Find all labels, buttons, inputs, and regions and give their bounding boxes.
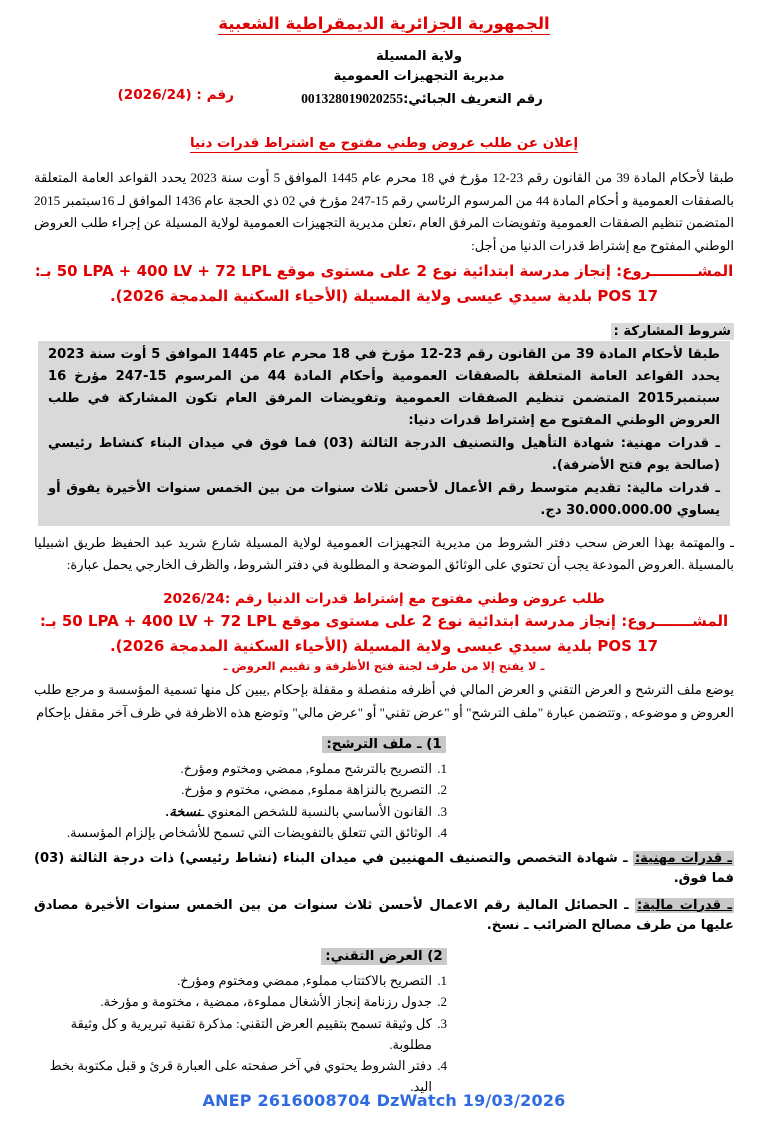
financial-capability-key: ـ قدرات مالية:: [636, 897, 732, 913]
list-item: 4. الوثائق التي تتعلق بالتفويضات التي تسمح للأشخاص بإلزام المؤسسة.: [34, 822, 434, 843]
envelope-project-title-line2: POS 17 بلدية سيدي عيسى ولاية المسيلة (الأحياء السكنية المدمجة 2026).: [109, 636, 659, 655]
section-2-list: [34, 970, 734, 1097]
list-item: 2. التصريح بالنزاهة مملوء, ممضي، مختوم و مؤرخ.: [34, 779, 434, 800]
header-block: [34, 47, 734, 110]
fiscal-id-label: رقم التعريف الجبائي:: [403, 91, 543, 107]
list-item-text: القانون الأساسي بالنسبة للشخص المعنوي ـ: [200, 803, 432, 819]
list-item: 3. كل وثيقة تسمح بتقييم العرض التقني: مذكرة تقنية تبريرية و كل وثيقة مطلوبة.: [34, 1013, 434, 1055]
fiscal-id-line: [295, 88, 543, 110]
list-item: 4. دفتر الشروط يحتوي في آخر صفحته على العبارة قرئ و قبل مكتوبة بخط اليد.: [34, 1055, 434, 1097]
list-item-emphasis: نسخة.: [165, 803, 201, 819]
announcement-heading: [34, 136, 734, 151]
fiscal-id-value: 001328019020255: [301, 90, 404, 106]
envelope-heading: طلب عروض وطني مفتوح مع إشتراط قدرات الدنيا رقم :2026/24: [163, 590, 605, 607]
project-label: المشـــــــــروع:: [616, 262, 734, 281]
project-description-a: إنجاز مدرسة ابتدائية نوع 2 على مستوى موقع: [276, 262, 611, 281]
section-2-heading-text: 2) العرض التقني:: [321, 948, 446, 965]
envelope-opening-note: ـ لا يفتح إلا من طرف لجنة فتح الأظرفة و تقييم العروض ـ: [223, 659, 545, 674]
envelope-project-description-b: بـ:: [39, 611, 57, 630]
footer-anep-reference: ANEP 2616008704 DzWatch 19/03/2026: [202, 1091, 566, 1110]
announcement-heading-text: إعلان عن طلب عروض وطني مفتوح مع اشتراط قدرات دنيا: [189, 135, 579, 151]
envelope-project-label: المشـــــــروع:: [621, 611, 729, 630]
section-1-financial-capability: [34, 896, 734, 937]
conditions-financial: ـ قدرات مالية: تقديم متوسط رقم الأعمال لأحسن ثلاث سنوات من بين الخمس سنوات الأخيرة يفوق أو يساوي 30.000.000.00 دج.: [48, 480, 720, 518]
conditions-title: [34, 324, 734, 339]
list-item: 1. التصريح بالاكتتاب مملوء, ممضي ومختوم ومؤرخ.: [34, 970, 434, 991]
page-title: [34, 0, 734, 35]
envelope-project-title: [34, 611, 734, 632]
professional-capability-text: ـ شهادة التخصص والتصنيف المهنيين في ميدان البناء (نشاط رئيسي) ذات درجة الثالثة (03) فما فوق.: [34, 850, 734, 887]
section-1-list: [34, 758, 734, 843]
financial-capability-text: ـ الحصائل المالية رقم الاعمال لأحسن ثلاث سنوات من بين الخمس سنوات الأخيرة مصادق عليها من طرف مصالح الضرائب ـ نسخ.: [34, 897, 734, 933]
page-title-text: الجمهورية الجزائرية الديمقراطية الشعبية: [218, 14, 550, 33]
wilaya-label: ولاية المسيلة: [375, 48, 463, 64]
list-item: 1. التصريح بالترشح مملوء, ممضي ومختوم ومؤرخ.: [34, 758, 434, 779]
conditions-box: [38, 341, 730, 526]
conditions-title-text: شروط المشاركة :: [611, 323, 734, 340]
intro-paragraph: طبقا لأحكام المادة 39 من القانون رقم 23-12 مؤرخ في 18 محرم عام 1445 الموافق 5 أوت سنة 2023 يحدد القواعد العامة المتعلقة بالصفقات العمومية و أحكام المادة 44 من المرسوم الرئاسي رقم 15-247 مؤرخ في 02 ذي الحجة عام 1436 الموافق لـ 16سبتمبر 2015 المتضمن تنظيم الصفقات العمومية وتفويضات المرفق العام ،تعلن مديرية التجهيزات العمومية لولاية المسيلة عن إجراء طلب العروض الوطني المفتوح مع إشتراط قدرات الدنيا من أجل:: [34, 169, 735, 253]
section-2-heading: [34, 949, 734, 964]
directorate-label: مديرية التجهيزات العمومية: [333, 69, 505, 85]
list-item: [34, 801, 434, 822]
withdrawal-paragraph: ـ والمهتمة بهذا العرض سحب دفتر الشروط من مديرية التجهيزات العمومية لولاية المسيلة شارع شريد عبد الحفيظ طريق اشبيليا بالمسيلة .العروض المودعة يجب أن تحتوي على الوثائق الموضحة و المطلوبة في دفتر الشروط، والظرف الخارجي يحمل عبارة:: [34, 534, 734, 573]
reference-number: رقم : (2026/24): [117, 86, 234, 103]
envelope-project-lot-code: 50 LPA + 400 LV + 72 LPL: [61, 611, 277, 630]
envelope-project-description-a: إنجاز مدرسة ابتدائية نوع 2 على مستوى موقع: [281, 611, 617, 630]
project-title-line2: POS 17 بلدية سيدي عيسى ولاية المسيلة (الأحياء السكنية المدمجة 2026).: [109, 287, 659, 306]
project-description-b: بـ:: [34, 262, 52, 281]
section-1-heading: [34, 737, 734, 752]
section-1-heading-text: 1) ـ ملف الترشح:: [322, 736, 445, 753]
packaging-paragraph: يوضع ملف الترشح و العرض التقني و العرض المالي في أظرفه منفصلة و مقفلة بإحكام ,يبين كل منها تسمية المؤسسة و مرجع طلب العروض و موضوعه , وتتضمن عبارة "ملف الترشح" أو "عرض تقني" أو "عرض مالي" وتوضع هذه الاظرفة في ظرف آخر مقفل بإحكام: [34, 682, 734, 720]
list-item: 2. جدول رزنامة إنجاز الأشغال مملوءة، ممضية ، مختومة و مؤرخة.: [34, 991, 434, 1012]
conditions-professional: ـ قدرات مهنية: شهادة التأهيل والتصنيف الدرجة الثالثة (03) فما فوق في ميدان البناء كنشاط رئيسي (صالحة يوم فتح الأضرفة).: [48, 435, 721, 473]
section-1-professional-capability: [34, 849, 734, 890]
project-lot-code: 50 LPA + 400 LV + 72 LPL: [56, 262, 272, 281]
conditions-body: طبقا لأحكام المادة 39 من القانون رقم 23-12 مؤرخ في 18 محرم عام 1445 الموافق 5 أوت سنة 2023 يحدد القواعد العامة المتعلقة بالصفقات العمومية وأحكام المادة 44 من المرسوم 15-247 مؤرخ 16 سبتمبر2015 المتضمن تنظيم الصفقات العمومية وتفويضات المرفق العام تكون المشاركة في طلب العروض الوطني المفتوح مع إشتراط قدرات دنيا:: [48, 346, 721, 428]
project-title: [34, 261, 734, 282]
professional-capability-key: ـ قدرات مهنية:: [634, 850, 732, 866]
